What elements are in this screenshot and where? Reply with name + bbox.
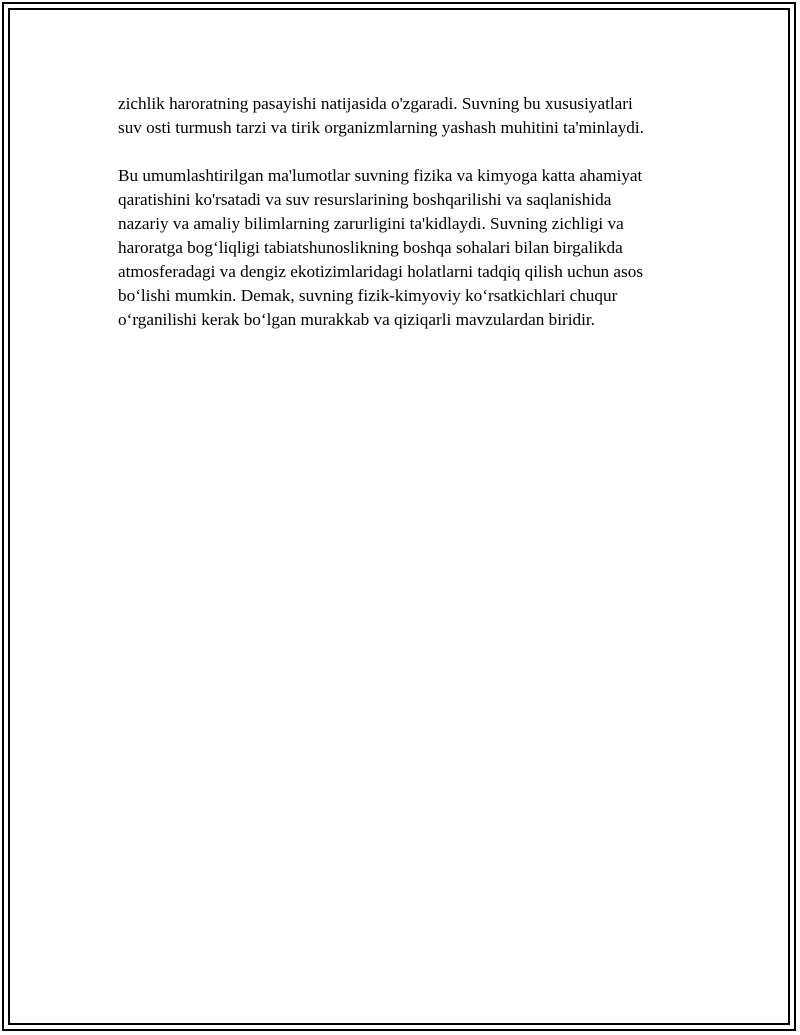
text-line: o‘rganilishi kerak bo‘lgan murakkab va qiziqarli mavzulardan biridir. — [118, 310, 595, 329]
text-line: suv osti turmush tarzi va tirik organizmlarning yashash muhitini ta'minlaydi. — [118, 118, 644, 137]
text-line: nazariy va amaliy bilimlarning zarurligini ta'kidlaydi. Suvning zichligi va — [118, 214, 624, 233]
text-line: atmosferadagi va dengiz ekotizimlaridagi holatlarni tadqiq qilish uchun asos — [118, 262, 644, 281]
text-line: haroratga bog‘liqligi tabiatshunoslikning boshqa sohalari bilan birgalikda — [118, 238, 623, 257]
document-body — [118, 92, 698, 356]
text-line: Bu umumlashtirilgan ma'lumotlar suvning fizika va kimyoga katta ahamiyat — [118, 166, 643, 185]
text-line: bo‘lishi mumkin. Demak, suvning fizik-kimyoviy ko‘rsatkichlari chuqur — [118, 286, 618, 305]
text-line: zichlik haroratning pasayishi natijasida o'zgaradi. Suvning bu xususiyatlari — [118, 94, 633, 113]
paragraph-1 — [118, 92, 698, 140]
text-line: qaratishini ko'rsatadi va suv resurslarining boshqarilishi va saqlanishida — [118, 190, 612, 209]
paragraph-2 — [118, 164, 698, 332]
